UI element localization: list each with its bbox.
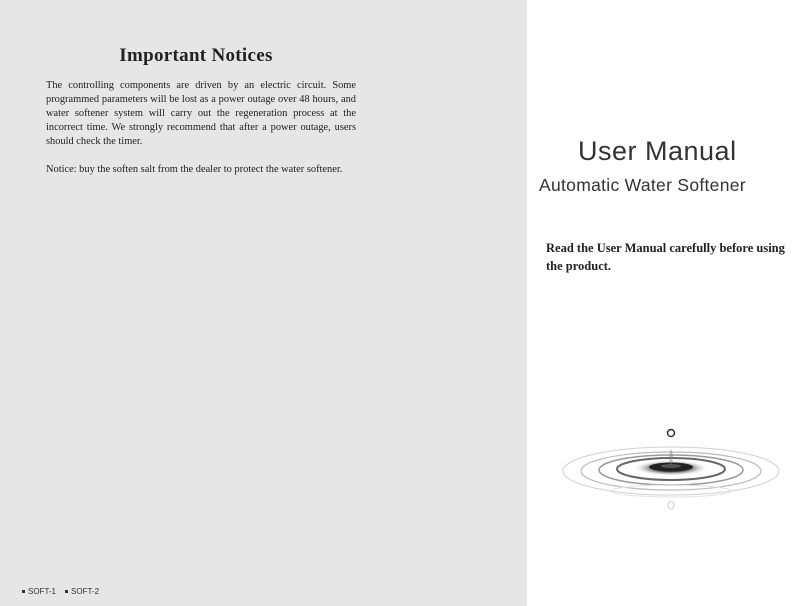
notice-paragraph-power: The controlling components are driven by an electric circuit. Some programmed parameters will be lost as a power outage over 48 hours, and water softener system will carry out the regeneration process at the incorrect time. We strongly recommend that after a power outage, users should check the timer. <box>46 80 356 147</box>
notices-body <box>46 79 356 191</box>
model-label: SOFT-1 <box>28 587 57 596</box>
notice-paragraph-salt: Notice: buy the soften salt from the dealer to protect the water softener. <box>46 164 343 175</box>
water-drop-ripple-image <box>527 395 808 525</box>
bullet-icon <box>22 590 25 593</box>
notices-title: Important Notices <box>119 45 273 66</box>
model-label: SOFT-2 <box>71 587 100 596</box>
read-manual-note: Read the User Manual carefully before using the product. <box>546 241 785 273</box>
manual-title: User Manual <box>578 136 737 166</box>
model-item <box>65 587 99 596</box>
model-list <box>22 587 99 596</box>
bullet-icon <box>65 590 68 593</box>
model-item <box>22 587 56 596</box>
manual-subtitle: Automatic Water Softener <box>539 175 746 195</box>
